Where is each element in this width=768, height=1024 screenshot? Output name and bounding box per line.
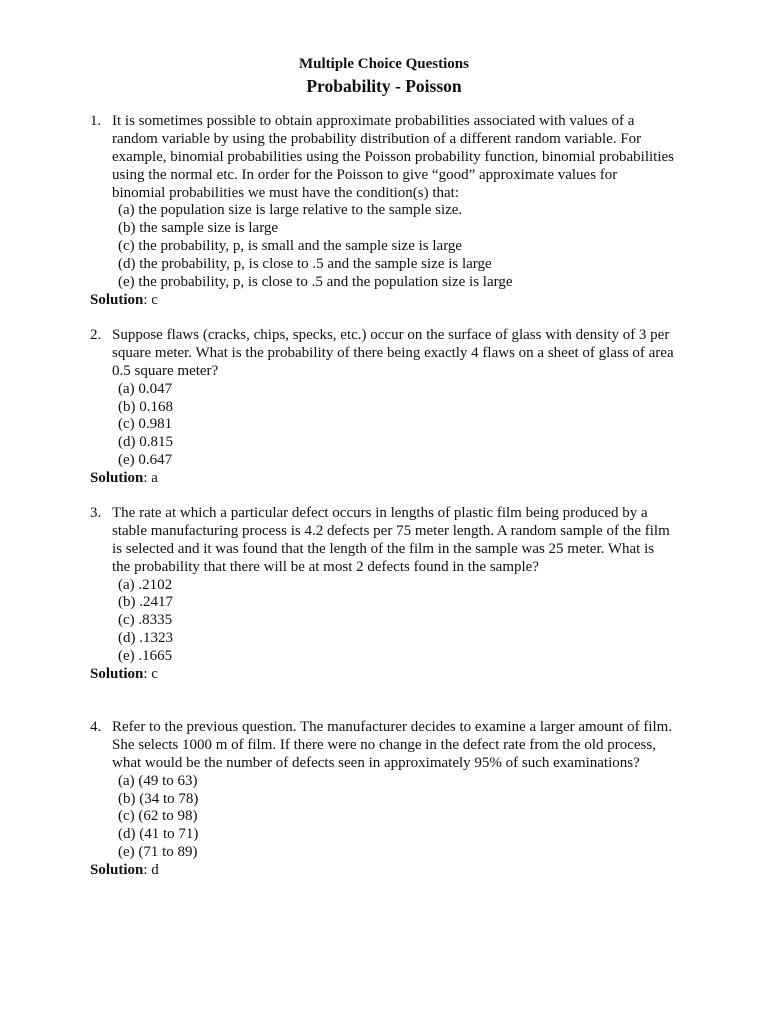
question-text-line: Refer to the previous question. The manufacturer decides to examine a larger amount of film. [112,719,673,735]
question-text-line: is selected and it was found that the length of the film in the sample was 25 meter. What is [112,540,655,557]
answer-options [90,577,690,666]
question-text-line: what would be the number of defects seen in approximately 95% of such examinations? [112,754,640,771]
answer-option-a: (a) 0.047 [118,380,173,397]
document-subtitle: Multiple Choice Questions [298,56,469,72]
answer-option-c: (c) .8335 [118,612,173,629]
answer-option-e: (e) .1665 [118,648,173,665]
solution [90,470,690,488]
solution-label: Solution [90,862,144,879]
question-text-line: The rate at which a particular defect occurs in lengths of plastic film being produced by a [112,505,648,521]
answer-option-d: (d) the probability, p, is close to .5 and the sample size is large [118,256,492,273]
question-text [90,327,690,381]
question-3 [90,505,690,684]
answer-option-b: (b) (34 to 78) [118,790,199,807]
question-text-line: the probability that there will be at most 2 defects found in the sample? [112,558,539,575]
question-text [90,113,690,202]
solution [90,292,690,310]
answer-option-b: (b) .2417 [118,594,173,611]
question-text-line: binomial probabilities we must have the condition(s) that: [112,184,460,201]
question-text [90,505,690,577]
question-number: 2. [90,327,102,343]
question-text-line: She selects 1000 m of film. If there were no change in the defect rate from the old process, [112,736,656,753]
question-number: 4. [90,719,102,735]
solution-answer: : d [143,862,159,879]
solution [90,862,690,880]
question-text-line: random variable by using the probability distribution of a different random variable. For [112,130,642,147]
question-text-line: It is sometimes possible to obtain approximate probabilities associated with values of a [112,113,635,129]
question-text-line: using the normal etc. In order for the Poisson to give “good” approximate values for [112,166,618,183]
solution [90,666,690,684]
question-text-line: example, binomial probabilities using the Poisson probability function, binomial probabilities [112,148,675,165]
answer-options [90,202,690,291]
answer-option-a: (a) the population size is large relative to the sample size. [118,202,463,219]
answer-option-e: (e) the probability, p, is close to .5 and the population size is large [118,274,513,291]
solution-answer: : c [143,666,158,683]
answer-option-c: (c) 0.981 [118,416,173,433]
question-text-line: Suppose flaws (cracks, chips, specks, etc.) occur on the surface of glass with density of 3 per [112,327,670,343]
question-number: 3. [90,505,102,521]
answer-option-e: (e) 0.647 [118,452,173,469]
answer-option-b: (b) the sample size is large [118,220,279,237]
answer-option-c: (c) the probability, p, is small and the sample size is large [118,238,463,255]
question-text-line: square meter. What is the probability of there being exactly 4 flaws on a sheet of glass of area [112,344,674,361]
document-title: Probability - Poisson [306,76,462,96]
solution-label: Solution [90,291,144,308]
question-number: 1. [90,113,102,129]
question-text-line: 0.5 square meter? [112,362,219,379]
answer-option-b: (b) 0.168 [118,398,173,415]
answer-options [90,773,690,862]
answer-option-d: (d) (41 to 71) [118,826,199,843]
question-2 [90,327,690,488]
answer-option-a: (a) (49 to 63) [118,772,198,789]
solution-answer: : c [143,291,158,308]
answer-option-c: (c) (62 to 98) [118,808,198,825]
answer-option-a: (a) .2102 [118,576,173,593]
solution-answer: : a [143,470,158,487]
answer-option-e: (e) (71 to 89) [118,844,198,861]
solution-label: Solution [90,470,144,487]
question-text-line: stable manufacturing process is 4.2 defects per 75 meter length. A random sample of the film [112,522,670,539]
question-1 [90,113,690,310]
answer-options [90,381,690,470]
question-4 [90,719,690,880]
question-text [90,719,690,773]
solution-label: Solution [90,666,144,683]
answer-option-d: (d) .1323 [118,630,173,647]
answer-option-d: (d) 0.815 [118,434,173,451]
